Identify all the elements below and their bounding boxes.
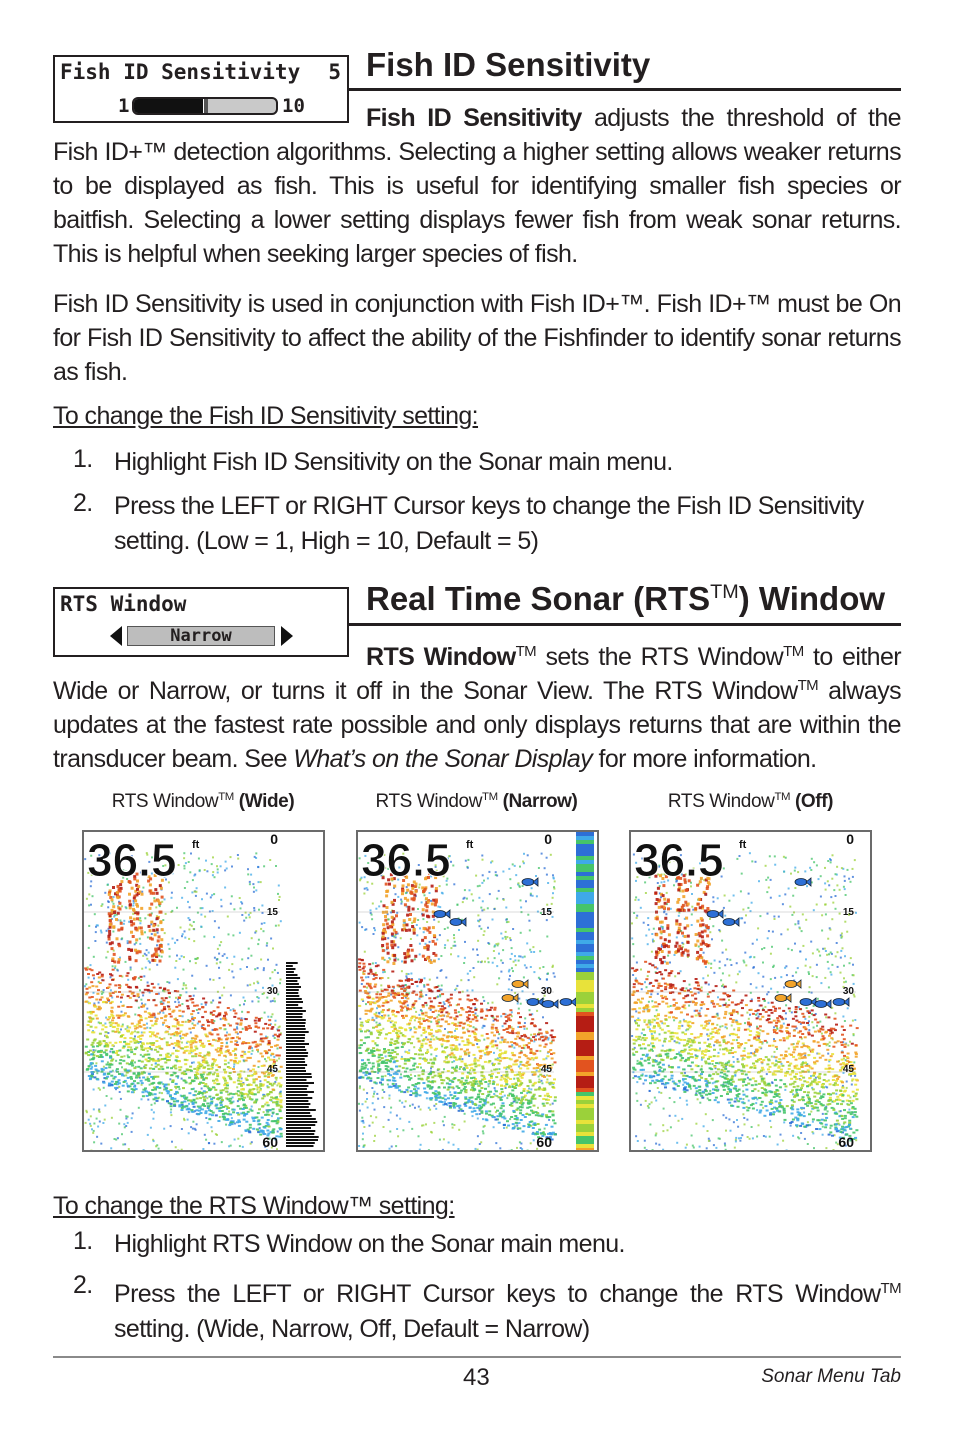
text: always updates at the fastest rate possible and only displays returns that are within the transducer beam. See (53, 677, 901, 773)
widget-label: RTS Window (60, 592, 187, 616)
howto-fish-id: To change the Fish ID Sensitivity setting: (53, 402, 479, 430)
sonar-image (84, 832, 323, 1150)
left-arrow-icon[interactable] (110, 626, 122, 646)
intro-line (366, 101, 901, 135)
rts-window-widget (53, 587, 349, 657)
figure-caption-wide: RTS Window™ (Wide) (111, 791, 295, 812)
widget-value: 5 (328, 60, 341, 84)
sensitivity-slider[interactable] (132, 97, 278, 115)
title-part: Real Time Sonar (RTS (366, 580, 711, 617)
sonar-view-narrow (356, 830, 599, 1152)
paragraph-fish-id-1: Fish ID+™ detection algorithms. Selecting a higher setting allows weaker returns to be displayed as fish. This is useful for identifying smaller fish species or baitfish. Selecting a lower setting displays fewer fish from weak sonar returns. This is helpful when seeking larger species of fish. (53, 138, 901, 268)
step-number: 2. (73, 1271, 93, 1299)
intro-rest: to either (813, 643, 901, 671)
svg-text:0: 0 (270, 832, 278, 847)
step-number: 1. (73, 1227, 93, 1255)
sonar-view-off (629, 830, 872, 1152)
widget-label: Fish ID Sensitivity (60, 60, 301, 84)
howto-rts: To change the RTS Window™ setting: (53, 1192, 455, 1220)
cross-reference: What’s on the Sonar Display (293, 745, 593, 773)
step-text: Highlight Fish ID Sensitivity on the Sonar main menu. (114, 448, 673, 476)
step-number: 2. (73, 489, 93, 517)
svg-text:45: 45 (266, 1064, 278, 1075)
step-text: Press the LEFT or RIGHT Cursor keys to change the Fish ID Sensitivity setting. (Low = 1, High = 10, Default = 5) (114, 492, 864, 555)
intro-rest: sets the RTS Window (545, 643, 784, 671)
svg-text:60: 60 (262, 1134, 278, 1150)
slider-fill (134, 99, 205, 113)
figure-caption-narrow: RTS Window™ (Narrow) (375, 791, 578, 812)
sonar-view-wide (82, 830, 325, 1152)
text: Wide or Narrow, or turns it off in the Sonar View. The RTS Window (53, 677, 798, 705)
right-arrow-icon[interactable] (281, 626, 293, 646)
rts-value-box[interactable] (127, 626, 275, 646)
svg-text:ft: ft (192, 839, 200, 851)
intro-bold: RTS Window (366, 643, 516, 671)
title-part: ) Window (738, 580, 886, 617)
text: for more information. (598, 745, 817, 773)
fish-id-sensitivity-widget (53, 55, 349, 123)
paragraph-fish-id-2: Fish ID Sensitivity is used in conjunction with Fish ID+™. Fish ID+™ must be On for Fish ID Sensitivity to affect the ability of the Fishfinder to identify sonar returns as fish. (53, 290, 901, 386)
svg-text:30: 30 (266, 986, 278, 997)
heading-rule (349, 623, 901, 626)
slider-max-label: 10 (282, 95, 305, 117)
slider-min-label: 1 (118, 95, 130, 117)
figure-caption-off: RTS Window™ (Off) (667, 791, 834, 812)
footer-rule (53, 1356, 901, 1358)
trademark: TM (783, 643, 804, 660)
step-text: Highlight RTS Window on the Sonar main menu. (114, 1230, 625, 1258)
intro-bold: Fish ID Sensitivity (366, 104, 582, 132)
paragraph-rts-1 (53, 669, 901, 776)
trademark: TM (515, 643, 537, 660)
heading-rule (349, 88, 901, 91)
trademark: TM (797, 677, 819, 694)
page-number: 43 (463, 1364, 490, 1391)
step-number: 1. (73, 445, 93, 473)
section-title-fish-id: Fish ID Sensitivity (366, 46, 651, 83)
rts-value: Narrow (170, 626, 232, 646)
sonar-image (358, 832, 597, 1150)
sonar-image (631, 832, 870, 1150)
trademark: TM (710, 581, 739, 604)
svg-text:36.5: 36.5 (87, 834, 177, 886)
section-title-rts (366, 580, 885, 618)
slider-thumb[interactable] (203, 97, 208, 115)
svg-text:15: 15 (266, 907, 278, 918)
footer-section-title: Sonar Menu Tab (761, 1366, 901, 1387)
step-text: Press the LEFT or RIGHT Cursor keys to change the RTS Window™ setting. (Wide, Narrow, Off, Default = Narrow) (114, 1280, 901, 1343)
intro-rest: adjusts the threshold of the (593, 104, 901, 132)
